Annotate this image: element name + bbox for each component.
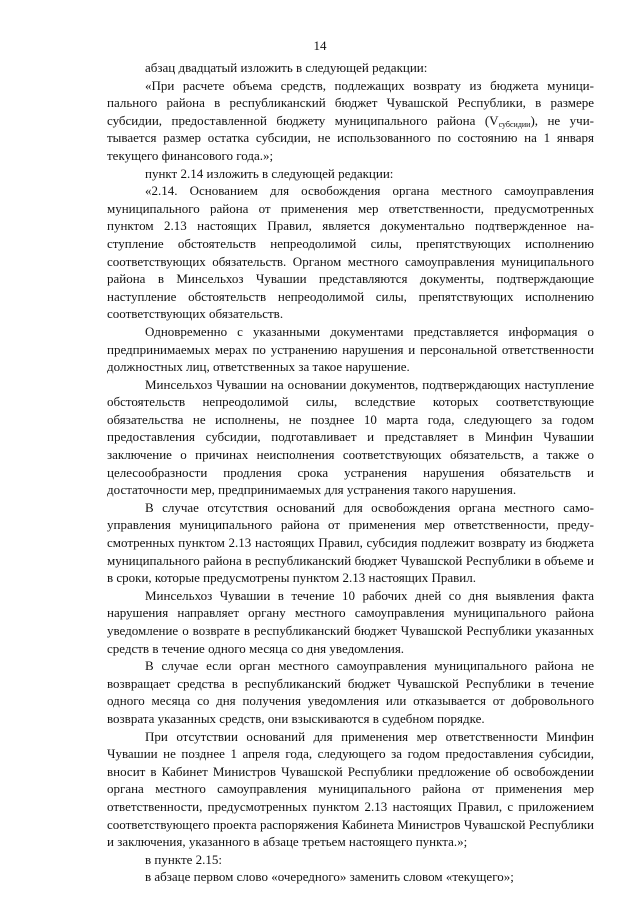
paragraph-3: пункт 2.14 изложить в следующей редакции: xyxy=(145,165,394,181)
paragraph-9: В случае если орган местного самоуправления муниципального района не возвращает средства в республиканский бюджет Чувашской Республики в течение одного месяца со дня получения уведомления или отказывается от добровольного возврата указанных средств, они взыскиваются в судебном порядке. xyxy=(107,658,594,726)
paragraph-2-text-before: «При расчете объема средств, подлежащих возврату из бюджета муниципального района в республиканский бюджет Чувашской Республики, в размере субсидии, предоставленной бюджету муниципального района (V xyxy=(107,77,594,128)
paragraph-7: В случае отсутствия оснований для освобождения органа местного самоуправления муниципального района от применения мер ответственности, предусмотренных пунктом 2.13 настоящих Правил, субсидия подлежит возврату из бюджета муниципального района в республиканский бюджет Чувашской Республики в объеме и в сроки, которые предусмотрены пунктом 2.13 настоящих Правил. xyxy=(107,499,594,586)
paragraph-12: в абзаце первом слово «очередного» заменить словом «текущего»; xyxy=(145,869,514,885)
paragraph-8: Минсельхоз Чувашии в течение 10 рабочих дней со дня выявления факта нарушения направляет органу местного самоуправления муниципального района уведомление о возврате в республиканский бюджет Чувашской Республики указанных средств в течение одного месяца со дня уведомления. xyxy=(107,587,594,656)
paragraph-2-text-after: ), не учитывается размер остатка субсидии, не использованного по состоянию на 1 января текущего финансового года.»; xyxy=(107,112,594,163)
paragraph-11: в пункте 2.15: xyxy=(145,851,223,867)
paragraph-2-subscript: субсидии xyxy=(498,119,531,129)
paragraph-2 xyxy=(107,77,594,165)
page-number: 14 xyxy=(313,38,327,53)
document-body xyxy=(107,59,594,886)
paragraph-5: Одновременно с указанными документами представляется информация о предпринимаемых мерах по устранению нарушения и персональной ответственности должностных лиц, ответственных за такое нарушение. xyxy=(107,323,594,375)
paragraph-1: абзац двадцатый изложить в следующей редакции: xyxy=(145,60,428,75)
paragraph-10: При отсутствии оснований для применения мер ответственности Минфин Чувашии не позднее 1 апреля года, следующего за годом предоставления субсидии, вносит в Кабинет Министров Чувашской Республики предложение об освобождении органа местного самоуправления муниципального района от применения мер ответственности, предусмотренных пунктом 2.13 настоящих Правил, с приложением соответствующего проекта распоряжения Кабинета Министров Чувашской Республики и заключения, указанного в абзаце третьем настоящего пункта.»; xyxy=(107,728,594,850)
paragraph-4: «2.14. Основанием для освобождения органа местного самоуправления муниципального района от применения мер ответственности, предусмотренных пунктом 2.13 настоящих Правил, является документально подтвержденное наступление обстоятельств непреодолимой силы, препятствующих исполнению соответствующих обязательств. Органом местного самоуправления муниципального района в Минсельхоз Чувашии представляются документы, подтверждающие наступление обстоятельств непреодолимой силы, препятствующих исполнению соответствующих обязательств. xyxy=(107,183,594,322)
paragraph-6: Минсельхоз Чувашии на основании документов, подтверждающих наступление обстоятельств непреодолимой силы, вследствие которых соответствующие обязательства не исполнены, не позднее 10 марта года, следующего за годом предоставления субсидии, подготавливает и представляет в Минфин Чувашии заключение о причинах неисполнения соответствующих обязательств, а также о целесообразности продления срока устранения нарушения обязательств и достаточности мер, предпринимаемых для устранения такого нарушения. xyxy=(107,376,594,498)
